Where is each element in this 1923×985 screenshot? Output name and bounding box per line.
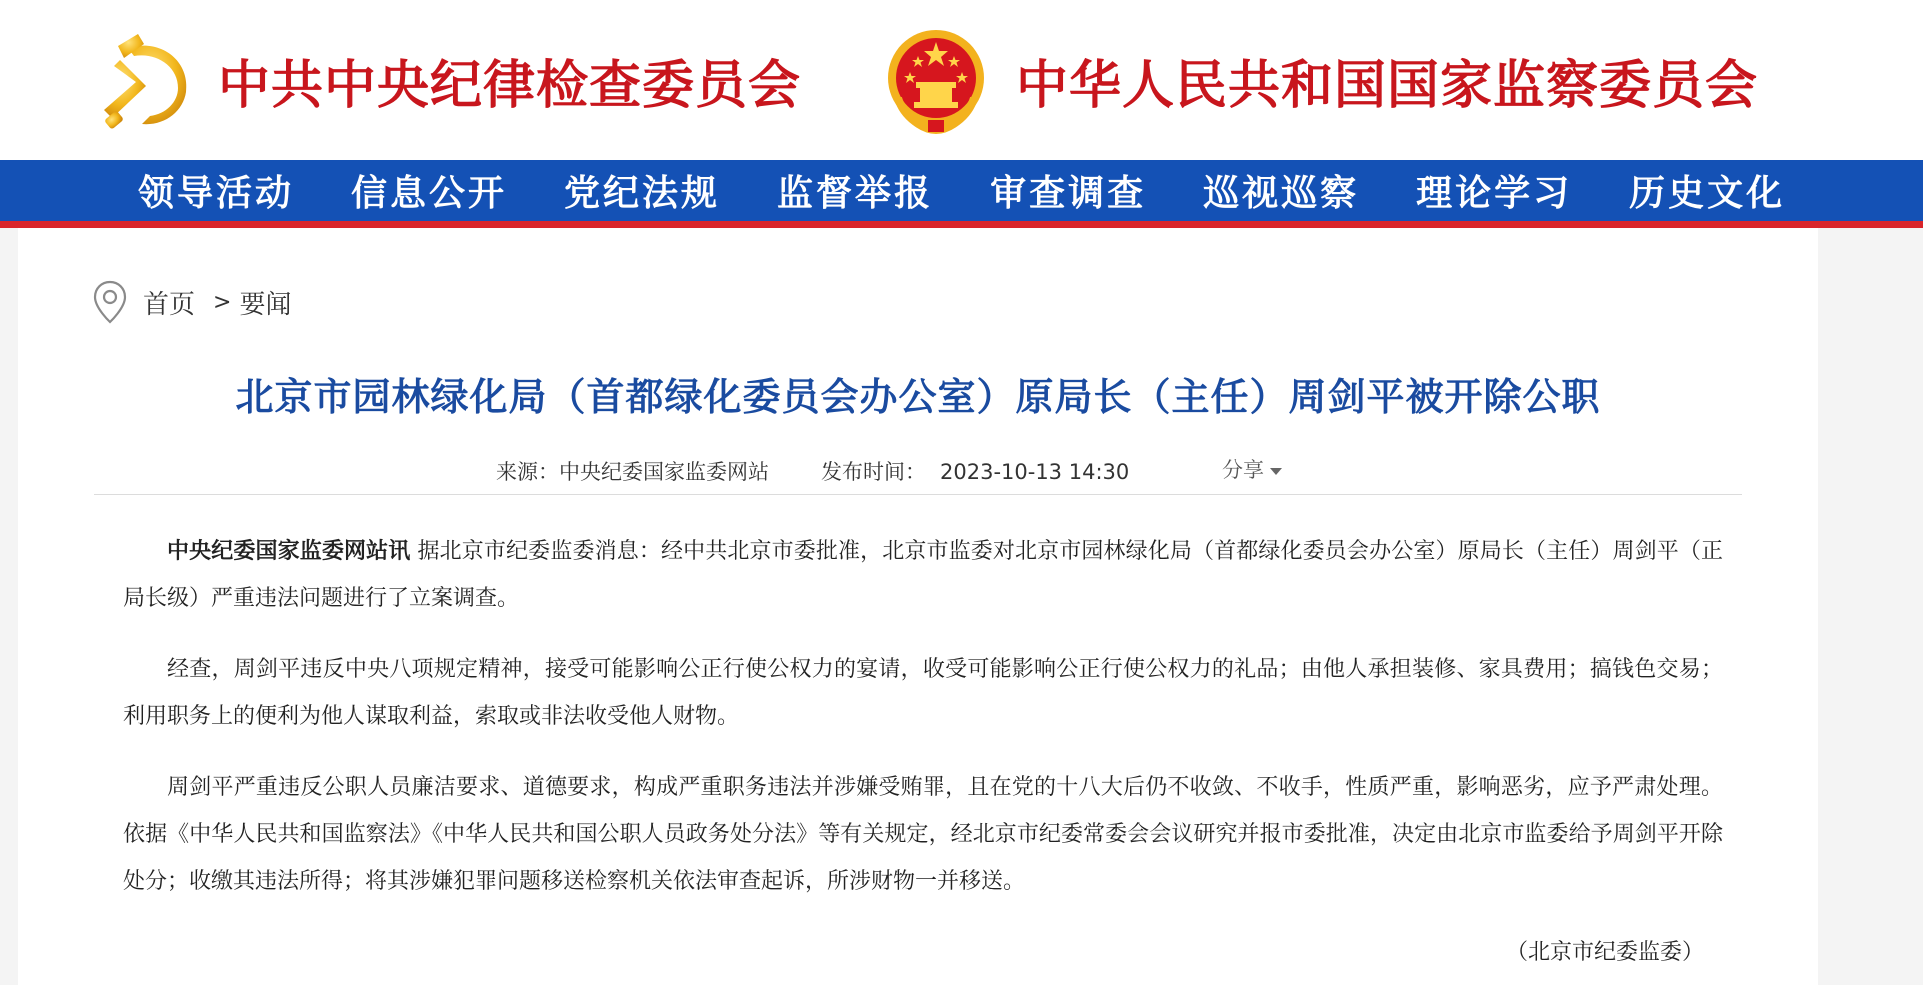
nav-item-leadership[interactable]: 领导活动 [138,172,295,214]
nav-item-history[interactable]: 历史文化 [1629,172,1786,214]
article-title: 北京市园林绿化局（首都绿化委员会办公室）原局长（主任）周剑平被开除公职 [235,375,1601,419]
nav-item-investigation[interactable]: 审查调查 [990,172,1147,214]
article-signature: （北京市纪委监委） [1505,940,1704,965]
ccdi-title: 中共中央纪律检查委员会 [218,54,802,116]
ccdi-brand[interactable] [98,0,801,160]
breadcrumb-home[interactable]: 首页 [143,289,196,320]
nav-item-reporting[interactable]: 监督举报 [777,172,934,214]
location-pin-icon [93,280,127,324]
main-nav [0,160,1923,228]
paragraph-text: 经查，周剑平违反中央八项规定精神，接受可能影响公正行使公权力的宴请，收受可能影响公正行使公权力的礼品；由他人承担装修、家具费用；搞钱色交易；利用职务上的便利为他人谋取利益，索取或非法收受他人财物。 [123,657,1723,729]
article-paragraph [123,646,1723,740]
article-time [821,456,1129,486]
chevron-down-icon [1270,468,1282,475]
paragraph-lead: 中央纪委国家监委网站讯 [167,539,411,564]
nav-item-regulations[interactable]: 党纪法规 [564,172,721,214]
share-label: 分享 [1222,458,1264,482]
source-value: 中央纪委国家监委网站 [559,460,769,484]
paragraph-text: 周剑平严重违反公职人员廉洁要求、道德要求，构成严重职务违法并涉嫌受贿罪，且在党的十八大后仍不收敛、不收手，性质严重，影响恶劣，应予严肃处理。依据《中华人民共和国监察法》《中华人民共和国公职人员政务处分法》等有关规定，经北京市纪委常委会会议研究并报市委批准，决定由北京市监委给予周剑平开除处分；收缴其违法所得；将其涉嫌犯罪问题移送检察机关依法审查起诉，所涉财物一并移送。 [123,775,1723,894]
nav-item-disclosure[interactable]: 信息公开 [351,172,508,214]
source-label: 来源： [496,460,559,484]
time-label: 发布时间： [821,460,926,484]
nav-item-theory[interactable]: 理论学习 [1416,172,1573,214]
paragraph-text: 据北京市纪委监委消息：经中共北京市委批准，北京市监委对北京市园林绿化局（首都绿化委员会办公室）原局长（主任）周剑平（正局长级）严重违法问题进行了立案调查。 [123,539,1723,611]
article-source [496,456,769,486]
time-value: 2023-10-13 14:30 [940,460,1130,484]
site-header [0,0,1923,160]
article-paragraph [123,528,1723,622]
article-body [123,528,1723,929]
party-emblem-icon [98,30,196,130]
nsc-brand[interactable] [884,0,1758,160]
breadcrumb-separator: > [213,289,232,315]
breadcrumb-current[interactable]: 要闻 [239,289,292,320]
article-container [18,228,1818,985]
national-emblem-icon [884,26,988,134]
nav-item-inspection[interactable]: 巡视巡察 [1203,172,1360,214]
nsc-title: 中华人民共和国国家监察委员会 [1016,54,1759,116]
share-button[interactable] [1222,454,1282,484]
divider [94,494,1742,495]
breadcrumb [93,280,291,324]
article-paragraph [123,764,1723,905]
